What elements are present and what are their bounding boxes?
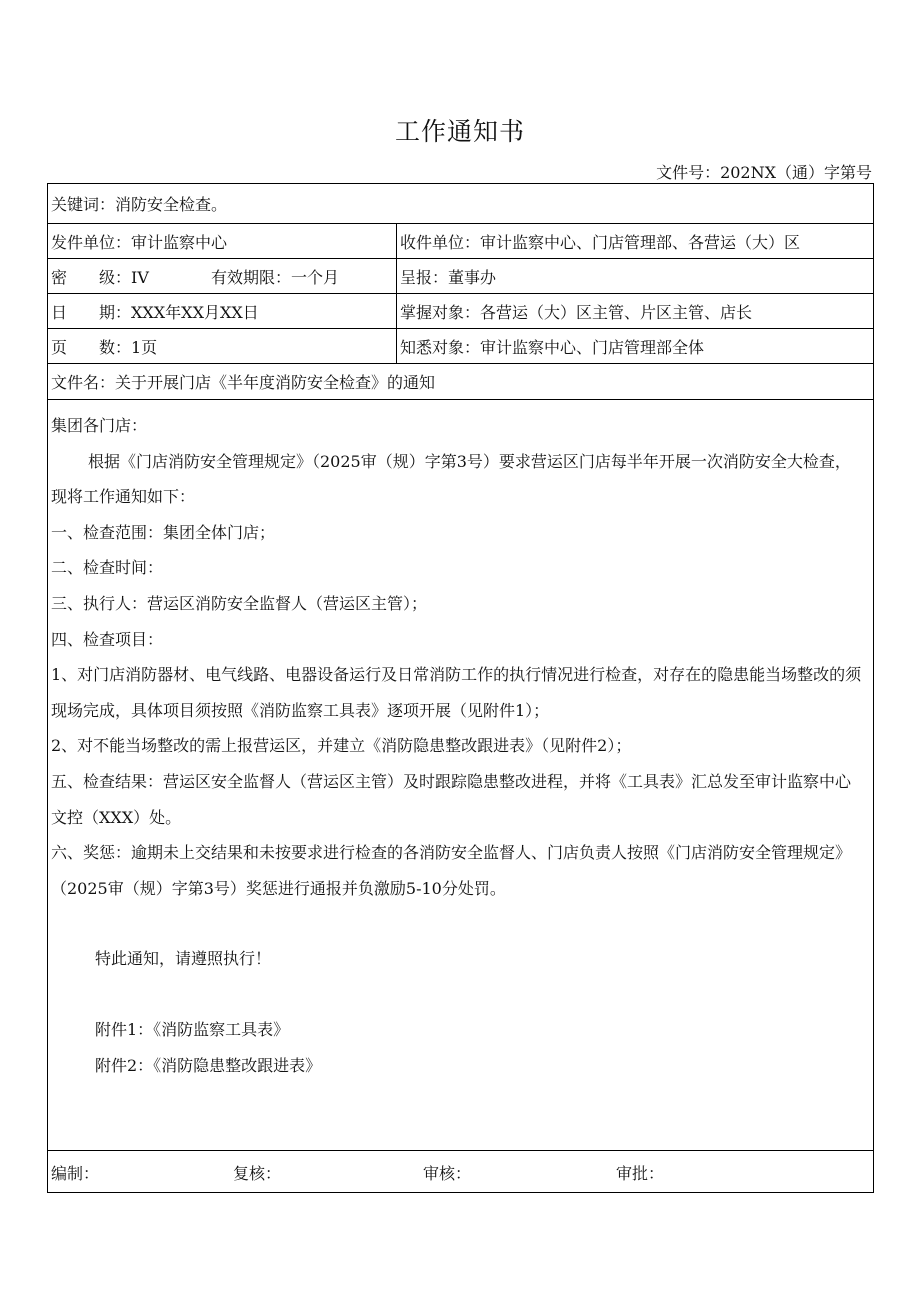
intro-paragraph: 根据《门店消防安全管理规定》（2025审（规）字第3号）要求营运区门店每半年开展一次消防安全大检查，现将工作通知如下： — [51, 451, 851, 507]
pages-row — [48, 329, 873, 364]
document-number: 文件号：202NX（通）字第号 — [656, 163, 872, 182]
item-executor: 三、执行人：营运区消防安全监督人（营运区主管）； — [51, 593, 428, 613]
notice-body — [51, 408, 866, 1083]
item-check-list: 四、检查项目： — [51, 629, 164, 649]
item-time: 二、检查时间： — [51, 558, 164, 578]
date: 日 期：XXX年XX月XX日 — [51, 302, 259, 322]
prepared-by: 编制： — [51, 1164, 100, 1183]
item-reward-penalty: 六、奖惩：逾期未上交结果和未按要求进行检查的各消防安全监督人、门店负责人按照《门店消防安全管理规定》（2025审（规）字第3号）奖惩进行通报并负激励5-10分处罚。 — [51, 843, 852, 898]
filename-row — [48, 364, 873, 400]
page-count: 页 数：1页 — [51, 337, 158, 357]
approved-by: 审批： — [616, 1164, 665, 1183]
audited-by: 审核： — [423, 1164, 472, 1183]
attachment-1: 附件1：《消防监察工具表》 — [95, 1019, 290, 1039]
closing-line: 特此通知，请遵照执行！ — [95, 949, 272, 969]
item-check-1: 1、对门店消防器材、电气线路、电器设备运行及日常消防工作的执行情况进行检查，对存在的隐患能当场整改的须现场完成，具体项目须按照《消防监察工具表》逐项开展（见附件1）； — [51, 665, 862, 720]
item-scope: 一、检查范围：集团全体门店； — [51, 522, 276, 542]
salutation: 集团各门店： — [51, 416, 148, 435]
keywords: 关键词：消防安全检查。 — [51, 195, 228, 214]
file-name: 文件名：关于开展门店《半年度消防安全检查》的通知 — [51, 373, 436, 392]
secrecy-level: 密 级：IV — [51, 267, 149, 287]
notice-form — [47, 183, 874, 1193]
master-object: 掌握对象：各营运（大）区主管、片区主管、店长 — [396, 294, 875, 328]
recipient-unit: 收件单位：审计监察中心、门店管理部、各营运（大）区 — [396, 224, 875, 258]
validity-period: 有效期限：一个月 — [211, 267, 340, 287]
keywords-row — [48, 184, 873, 224]
date-row — [48, 294, 873, 329]
secrecy-row — [48, 259, 873, 294]
attachment-2: 附件2：《消防隐患整改跟进表》 — [95, 1055, 322, 1075]
reviewed-by: 复核： — [233, 1164, 282, 1183]
signature-row — [48, 1150, 873, 1192]
item-result: 五、检查结果：营运区安全监督人（营运区主管）及时跟踪隐患整改进程，并将《工具表》汇总发至审计监察中心文控（XXX）处。 — [51, 771, 852, 827]
aware-object: 知悉对象：审计监察中心、门店管理部全体 — [396, 329, 875, 363]
item-check-2: 2、对不能当场整改的需上报营运区，并建立《消防隐患整改跟进表》（见附件2）； — [51, 736, 632, 756]
report-to: 呈报：董事办 — [396, 259, 875, 293]
document-title: 工作通知书 — [394, 117, 525, 146]
sender-unit: 发件单位：审计监察中心 — [51, 232, 228, 252]
sender-row — [48, 224, 873, 259]
